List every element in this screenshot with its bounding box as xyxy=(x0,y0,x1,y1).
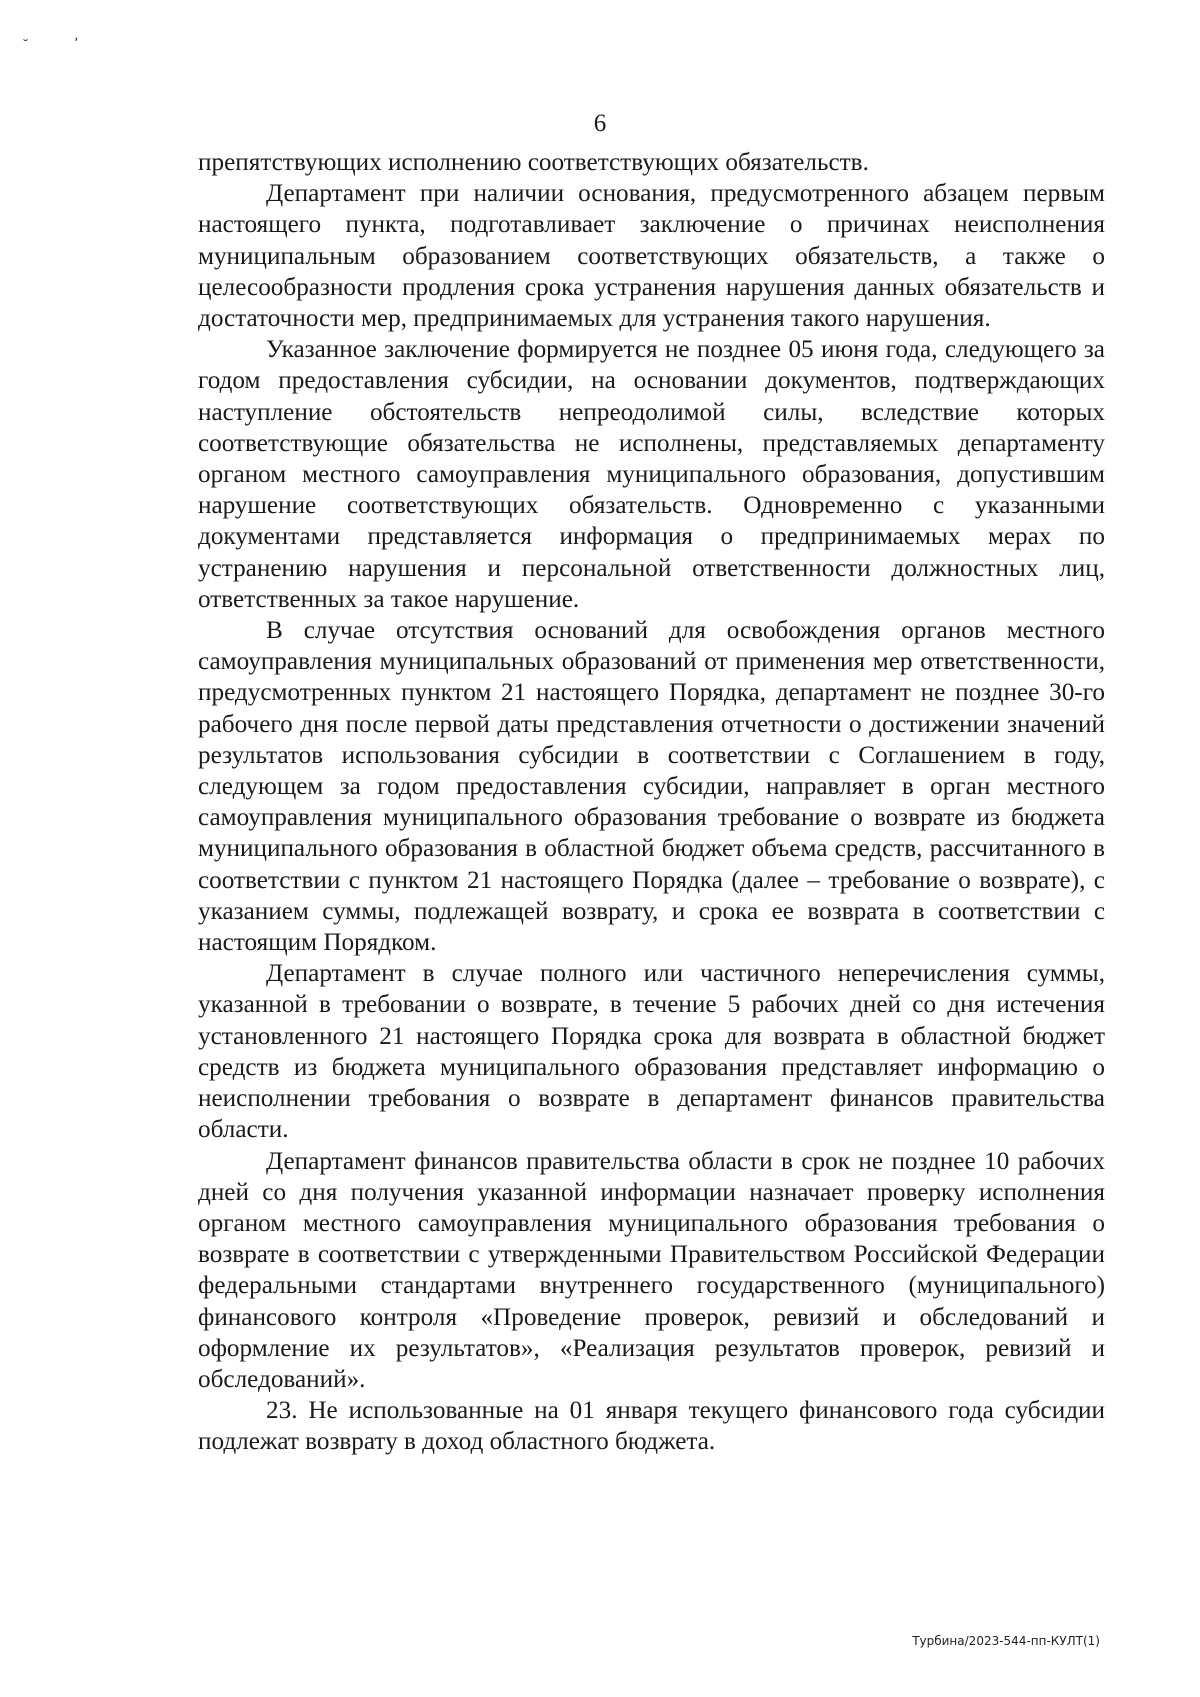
paragraph: Указанное заключение формируется не позднее 05 июня года, следующего за годом предоставления субсидии, на основании документов, подтверждающих наступление обстоятельств непреодолимой силы, вследствие которых соответствующие обязательства не исполнены, представляемых департаменту органом местного самоуправления муниципального образования, допустившим нарушение соответствующих обязательств. Одновременно с указанными документами представляется информация о предпринимаемых мерах по устранению нарушения и персональной ответственности должностных лиц, ответственных за такое нарушение. xyxy=(198,336,1105,613)
paragraph-item-23: 23. Не использованные на 01 января текущего финансового года субсидии подлежат возврату в доход областного бюджета. xyxy=(198,1397,1105,1456)
scan-artifact-mark: ˘ xyxy=(22,38,29,54)
paragraph: Департамент при наличии основания, предусмотренного абзацем первым настоящего пункта, подготавливает заключение о причинах неисполнения муниципальным образованием соответствующих обязательств, а также о целесообразности продления срока устранения нарушения данных обязательств и достаточности мер, предпринимаемых для устранения такого нарушения. xyxy=(198,180,1105,333)
paragraph: В случае отсутствия оснований для освобождения органов местного самоуправления муниципальных образований от применения мер ответственности, предусмотренных пунктом 21 настоящего Порядка, департамент не позднее 30-го рабочего дня после первой даты представления отчетности о достижении значений результатов использования субсидии в соответствии с Соглашением в году, следующем за годом предоставления субсидии, направляет в орган местного самоуправления муниципального образования требование о возврате из бюджета муниципального образования в областной бюджет объема средств, рассчитанного в соответствии с пунктом 21 настоящего Порядка (далее – требование о возврате), с указанием суммы, подлежащей возврату, и срока ее возврата в соответствии с настоящим Порядком. xyxy=(198,617,1105,957)
scan-artifact-mark: ʼ xyxy=(74,36,79,52)
document-body xyxy=(198,147,1105,1458)
paragraph-continuation: препятствующих исполнению соответствующих обязательств. xyxy=(198,149,869,176)
document-footer-code: Турбина/2023-544-пп-КУЛТ(1) xyxy=(912,1634,1100,1648)
paragraph: Департамент в случае полного или частичного неперечисления суммы, указанной в требовании о возврате, в течение 5 рабочих дней со дня истечения установленного 21 настоящего Порядка срока для возврата в областной бюджет средств из бюджета муниципального образования представляет информацию о неисполнении требования о возврате в департамент финансов правительства области. xyxy=(198,960,1105,1144)
page-number: 6 xyxy=(593,110,607,137)
paragraph: Департамент финансов правительства области в срок не позднее 10 рабочих дней со дня получения указанной информации назначает проверку исполнения органом местного самоуправления муниципального образования требования о возврате в соответствии с утвержденными Правительством Российской Федерации федеральными стандартами внутреннего государственного (муниципального) финансового контроля «Проведение проверок, ревизий и обследований и оформление их результатов», «Реализация результатов проверок, ревизий и обследований». xyxy=(198,1147,1105,1393)
